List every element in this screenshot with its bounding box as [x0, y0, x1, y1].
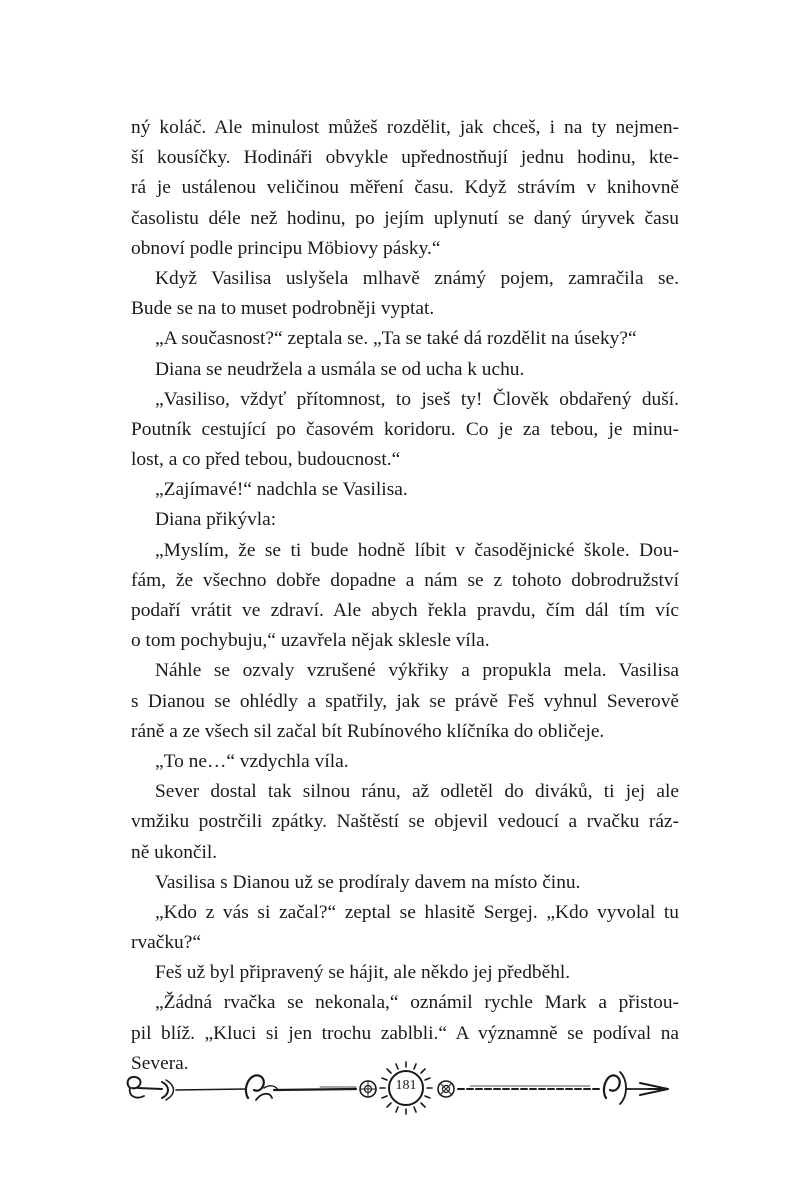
text-line-content: o tom pochybuju,“ uzavřela nějak sklesle víla.: [131, 630, 490, 652]
text-line: [131, 385, 679, 415]
text-line-content: rá je ustálenou veličinou měření času. Když strávím v knihovně: [131, 177, 679, 199]
text-line: [131, 898, 679, 928]
text-line-content: Náhle se ozvaly vzrušené výkřiky a propukla mela. Vasilisa: [155, 660, 679, 682]
text-line-content: lost, a co před tebou, budoucnost.“: [131, 449, 401, 471]
body-text: [131, 113, 679, 1079]
text-line: [131, 838, 679, 868]
text-line: [131, 747, 679, 777]
text-line-content: ný koláč. Ale minulost můžeš rozdělit, jak chceš, i na ty nejmen-: [131, 117, 679, 138]
text-line: [131, 143, 679, 173]
text-line-content: Severa.: [131, 1052, 189, 1074]
text-line-content: ráně a ze všech sil začal bít Rubínového klíčníka do obličeje.: [131, 720, 605, 742]
text-line-content: pil blíž. „Kluci si jen trochu zablbli.“ A významně se podíval na: [131, 1022, 679, 1044]
text-line: [131, 204, 679, 234]
text-line: [131, 807, 679, 837]
text-line-content: ší kousíčky. Hodináři obvykle upřednostňují jednu hodinu, kte-: [131, 147, 679, 169]
text-line-content: „Zajímavé!“ nadchla se Vasilisa.: [155, 479, 408, 501]
text-line-content: Vasilisa s Dianou už se prodíraly davem na místo činu.: [155, 871, 581, 893]
text-line-content: ně ukončil.: [131, 841, 218, 863]
text-line-content: „A současnost?“ zeptala se. „Ta se také dá rozdělit na úseky?“: [155, 328, 637, 350]
text-line-content: rvačku?“: [131, 932, 201, 954]
text-line-content: Diana se neudržela a usmála se od ucha k uchu.: [155, 358, 525, 380]
text-line: [131, 173, 679, 203]
text-line: [131, 717, 679, 747]
text-line-content: Diana přikývla:: [155, 509, 277, 531]
text-line-content: Sever dostal tak silnou ránu, až odletěl do diváků, ti jej ale: [155, 781, 679, 803]
text-line: [131, 415, 679, 445]
page-number: 181: [395, 1078, 417, 1093]
text-line: [131, 656, 679, 686]
text-line: [131, 113, 679, 143]
text-line: [131, 475, 679, 505]
text-line-content: „Kdo z vás si začal?“ zeptal se hlasitě Sergej. „Kdo vyvolal tu: [155, 901, 679, 923]
text-line: [131, 324, 679, 354]
text-line: [131, 928, 679, 958]
text-line-content: „To ne…“ vzdychla víla.: [155, 750, 349, 772]
text-line-content: fám, že všechno dobře dopadne a nám se z tohoto dobrodružství: [131, 569, 679, 591]
text-line-content: Feš už byl připravený se hájit, ale někdo jej předběhl.: [155, 962, 571, 984]
text-line: [131, 777, 679, 807]
text-line-content: Poutník cestující po časovém koridoru. Co je za tebou, je minu-: [131, 418, 679, 440]
text-line-content: vmžiku postrčili zpátky. Naštěstí se objevil vedoucí a rvačku ráz-: [131, 811, 679, 833]
text-line-content: s Dianou se ohlédly a spatřily, jak se právě Feš vyhnul Severově: [131, 690, 679, 712]
text-line-content: „Myslím, že se ti bude hodně líbit v časodějnické škole. Dou-: [155, 539, 679, 561]
text-line: [131, 355, 679, 385]
text-line: [131, 687, 679, 717]
text-line: [131, 596, 679, 626]
text-line-content: „Vasiliso, vždyť přítomnost, to jseš ty! Člověk obdařený duší.: [155, 388, 679, 410]
text-line-content: časolistu déle než hodinu, po jejím uplynutí se daný úryvek času: [131, 207, 679, 229]
text-line: [131, 626, 679, 656]
text-line: [131, 505, 679, 535]
text-line: [131, 566, 679, 596]
text-line-content: Bude se na to muset podrobněji vyptat.: [131, 298, 435, 320]
text-line: [131, 988, 679, 1018]
text-line-content: „Žádná rvačka se nekonala,“ oznámil rychle Mark a přistou-: [155, 992, 679, 1014]
text-line: [131, 234, 679, 264]
text-line: [131, 1019, 679, 1049]
text-line: [131, 264, 679, 294]
text-line-content: Když Vasilisa uslyšela mlhavě známý pojem, zamračila se.: [155, 267, 679, 289]
text-line-content: podaří vrátit ve zdraví. Ale abych řekla pravdu, čím dál tím víc: [131, 600, 679, 621]
text-line: [131, 958, 679, 988]
text-line-content: obnoví podle principu Möbiovy pásky.“: [131, 237, 441, 259]
text-line: [131, 445, 679, 475]
text-line: [131, 536, 679, 566]
text-line: [131, 868, 679, 898]
text-line: [131, 294, 679, 324]
